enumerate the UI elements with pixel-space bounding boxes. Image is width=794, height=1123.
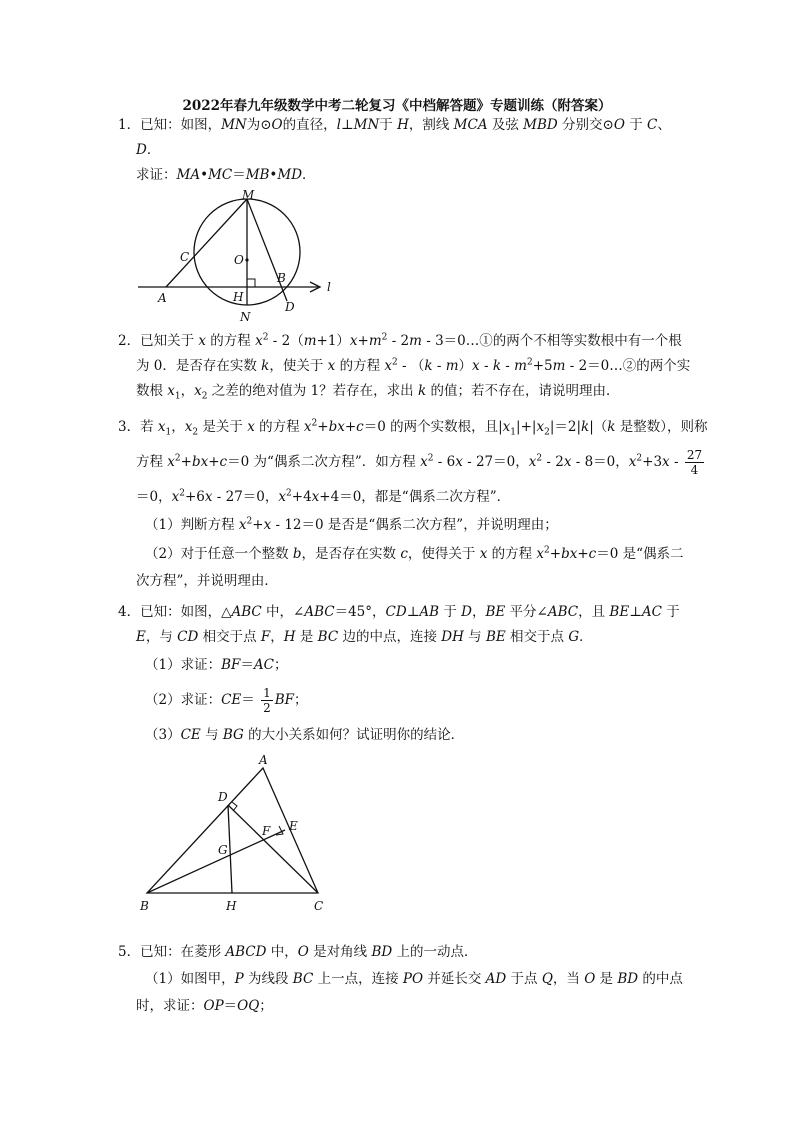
q4-label-H: H: [226, 899, 237, 913]
q1-circle-figure: [130, 190, 340, 325]
q4-label-G: G: [218, 843, 228, 857]
q1-line1: 1．已知：如图，MN为⊙O的直径，l⊥MN于 H，割线 MCA 及弦 MBD 分别交⊙O 于 C、: [118, 117, 671, 133]
q1-label-M: M: [242, 190, 255, 202]
q4-segment-dh: [228, 805, 232, 893]
q4-label-D: D: [218, 790, 228, 804]
q1-label-C: C: [180, 250, 190, 264]
q1-secant-ma: [166, 199, 247, 287]
q4-sub2: （2）求证：CE＝ $\frac{1}{2}$ BF；: [145, 686, 308, 715]
q4-label-A: A: [259, 753, 268, 767]
q2-line3: 数根 $x_1$，$x_2$ 之差的绝对值为 1？若存在，求出 k 的值；若不存在，请说明理由．: [136, 383, 620, 402]
q1-label-H: H: [233, 290, 244, 304]
q4-label-B: B: [140, 899, 149, 913]
q1-center-dot: [245, 258, 248, 261]
q3-line3: ＝0，$x^2+6x - 27=0$，$x^2+4x+4=0$，都是“偶系二次方程”．: [136, 488, 511, 505]
q3-line1: 3．若 $x_1$，$x_2$ 是关于 x 的方程 $x^2+bx+c=0$ 的两个实数根，且$|x_1|+|x_2|=2|k|(k$ 是整数），则称: [118, 418, 708, 438]
q1-label-D: D: [285, 300, 295, 314]
q2-line2: 为 0．是否存在实数 k，使关于 x 的方程 $x^2 - (k - m)x - k - m^2+5m$ - 2＝0…②的两个实: [136, 357, 691, 374]
q3-fraction: $\frac{27}{4}$: [686, 448, 703, 477]
q1-right-angle-mark: [247, 279, 255, 287]
q3-line2: 方程 $x^2+bx+c=0$ 为“偶系二次方程”．如方程 $x^2 - 6x - 27=0$，$x^2 - 2x - 8=0$，$x^2+3x$ - $\frac{27}{4}$: [136, 448, 703, 477]
q3-sub1: （1）判断方程 $x^2+x - 12=0$ 是否是“偶系二次方程”，并说明理由；: [145, 516, 558, 533]
q5-line2: （1）如图甲，P 为线段 BC 上一点，连接 PO 并延长交 AD 于点 Q，当 O 是 BD 的中点: [145, 971, 683, 987]
q4-triangle-figure: [135, 750, 335, 940]
q5-line3: 时，求证：OP＝OQ；: [136, 998, 273, 1014]
q4-label-C: C: [314, 899, 324, 913]
q1-line3: 求证：MA•MC＝MB•MD．: [136, 167, 316, 183]
q4-sub1: （1）求证：BF＝AC；: [145, 657, 288, 673]
q1-label-B: B: [277, 271, 286, 285]
q2-line1: 2．已知关于 x 的方程 $x^2 - 2(m+1)x+m^2 - 2m$ - 3＝0…①的两个不相等实数根中有一个根: [118, 332, 682, 349]
q4-segment-be: [147, 830, 285, 893]
q4-sub3: （3）CE 与 BG 的大小关系如何？试证明你的结论．: [145, 727, 465, 743]
q1-line2: D．: [136, 142, 161, 158]
q1-chord-md: [247, 199, 287, 301]
q4-label-F: F: [262, 824, 271, 838]
q1-label-A: A: [158, 291, 167, 305]
q1-label-O: O: [234, 253, 244, 267]
q4-line1: 4．已知：如图，△ABC 中，∠ABC＝45°，CD⊥AB 于 D，BE 平分∠ABC，且 BE⊥AC 于: [118, 604, 680, 620]
q4-segment-cd: [228, 805, 318, 893]
q5-line1: 5．已知：在菱形 ABCD 中，O 是对角线 BD 上的一动点．: [118, 944, 478, 960]
q3-sub2a: （2）对于任意一个整数 b，是否存在实数 c，使得关于 x 的方程 $x^2+bx+c=0$ 是“偶系二: [145, 545, 684, 562]
q4-line2: E，与 CD 相交于点 F，H 是 BC 边的中点，连接 DH 与 BE 相交于点 G．: [136, 629, 593, 645]
q1-label-l: l: [327, 280, 331, 294]
q4-fraction-half: $\frac{1}{2}$: [263, 686, 271, 715]
page-title: 2022年春九年级数学中考二轮复习《中档解答题》专题训练（附答案）: [182, 98, 612, 114]
q1-label-N: N: [240, 310, 251, 324]
q3-sub2b: 次方程”，并说明理由．: [136, 573, 278, 589]
q4-label-E: E: [289, 819, 298, 833]
